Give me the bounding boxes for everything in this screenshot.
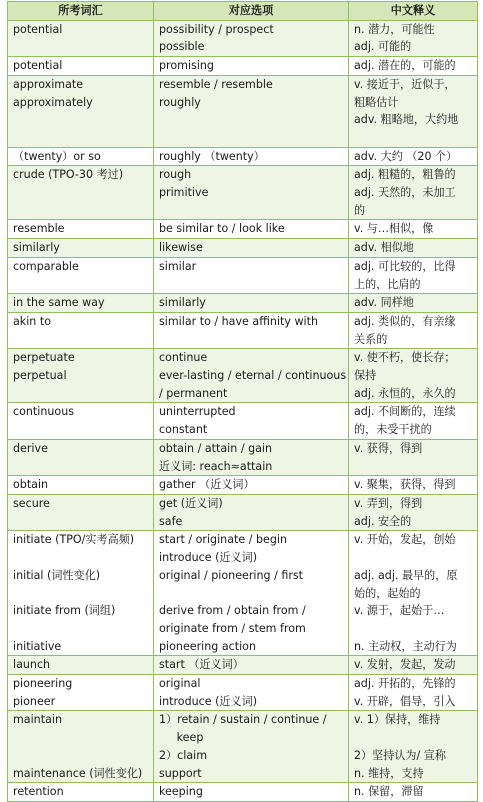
- word-cell: [8, 711, 154, 783]
- word-line: [13, 458, 153, 476]
- option-cell: [154, 656, 349, 675]
- table-row: [8, 403, 478, 439]
- word-line: [13, 729, 153, 747]
- option-cell: [154, 531, 349, 656]
- option-cell: [154, 166, 349, 220]
- meaning-cell: [349, 57, 478, 76]
- meaning-cell: [349, 239, 478, 258]
- word-line: initial (词性变化): [13, 568, 101, 582]
- meaning-line: 粗略估计: [354, 95, 399, 109]
- table-row: [8, 675, 478, 711]
- meaning-line: v. 聚集，获得，得到: [354, 478, 456, 492]
- table-row: [8, 57, 478, 76]
- option-cell: [154, 220, 349, 239]
- option-line: support: [159, 766, 202, 780]
- option-line: constant: [159, 423, 208, 437]
- meaning-cell: [349, 675, 478, 711]
- option-cell: [154, 57, 349, 76]
- word-line: similarly: [13, 241, 60, 255]
- table-row: [8, 147, 478, 166]
- option-line: be similar to / look like: [159, 222, 285, 236]
- option-line: keeping: [159, 785, 203, 799]
- word-cell: [8, 439, 154, 475]
- word-line: [13, 549, 153, 567]
- option-line: gather （近义词）: [159, 478, 255, 492]
- option-line: rough: [159, 168, 192, 182]
- word-line: potential: [13, 59, 63, 73]
- meaning-line: adj. 天然的，未加工: [354, 186, 456, 200]
- option-cell: [154, 349, 349, 403]
- option-line: / permanent: [159, 386, 228, 400]
- option-line: [159, 111, 348, 129]
- word-cell: [8, 476, 154, 495]
- word-line: [13, 276, 153, 294]
- meaning-cell: [349, 147, 478, 166]
- table-row: [8, 239, 478, 258]
- meaning-line: v. 开辟，倡导，引入: [354, 694, 456, 708]
- option-line: derive from / obtain from /: [159, 604, 306, 618]
- word-line: [13, 620, 153, 638]
- meaning-line: v. 弄到，得到: [354, 496, 423, 510]
- option-line: start / originate / begin: [159, 533, 288, 547]
- table-row: [8, 220, 478, 239]
- word-cell: [8, 20, 154, 56]
- meaning-line: v. 接近于，近似于，: [354, 77, 456, 91]
- meaning-line: [354, 129, 477, 147]
- option-line: possible: [159, 40, 205, 54]
- option-cell: [154, 439, 349, 475]
- word-line: initiate from (词组): [13, 604, 116, 618]
- vocabulary-table: [7, 1, 478, 802]
- option-line: [159, 202, 348, 220]
- meaning-line: 关系的: [354, 332, 388, 346]
- word-line: obtain: [13, 478, 49, 492]
- meaning-line: adv. 大约 （20 个）: [354, 149, 458, 163]
- word-line: [13, 513, 153, 531]
- word-line: derive: [13, 441, 48, 455]
- word-cell: [8, 656, 154, 675]
- word-cell: [8, 494, 154, 530]
- table-row: [8, 494, 478, 530]
- word-line: approximately: [13, 95, 93, 109]
- word-line: potential: [13, 22, 63, 36]
- option-line: 1）retain / sustain / continue /: [159, 713, 327, 727]
- word-line: maintain: [13, 713, 62, 727]
- option-line: primitive: [159, 186, 209, 200]
- header-meaning: 中文释义: [349, 2, 478, 21]
- word-cell: [8, 147, 154, 166]
- table-row: [8, 349, 478, 403]
- option-line: get (近义词): [159, 496, 223, 510]
- word-line: resemble: [13, 222, 65, 236]
- meaning-line: 保持: [354, 369, 377, 383]
- table-row: [8, 656, 478, 675]
- word-cell: [8, 239, 154, 258]
- word-line: [13, 38, 153, 56]
- option-line: uninterrupted: [159, 405, 236, 419]
- meaning-line: v. 发射，发起，发动: [354, 658, 456, 672]
- word-line: crude (TPO-30 考过): [13, 168, 124, 182]
- option-line: 2）claim: [159, 748, 208, 762]
- meaning-cell: [349, 294, 478, 313]
- table-row: [8, 20, 478, 56]
- meaning-cell: [349, 349, 478, 403]
- option-cell: [154, 257, 349, 293]
- option-line: [159, 129, 348, 147]
- meaning-line: 上的，比肩的: [354, 277, 421, 291]
- option-line: promising: [159, 59, 214, 73]
- word-cell: [8, 675, 154, 711]
- table-row: [8, 312, 478, 348]
- word-line: [13, 184, 153, 202]
- table-row: [8, 711, 478, 783]
- option-line: originate from / stem from: [159, 621, 306, 635]
- meaning-cell: [349, 439, 478, 475]
- word-line: comparable: [13, 259, 79, 273]
- word-cell: [8, 257, 154, 293]
- option-line: resemble / resemble: [159, 77, 273, 91]
- meaning-cell: [349, 783, 478, 802]
- option-cell: [154, 403, 349, 439]
- header-options: 对应选项: [154, 2, 349, 21]
- option-cell: [154, 675, 349, 711]
- meaning-cell: [349, 656, 478, 675]
- meaning-line: n. 主动权，主动行为: [354, 639, 457, 653]
- meaning-cell: [349, 166, 478, 220]
- meaning-line: v. 获得，得到: [354, 441, 423, 455]
- option-line: safe: [159, 514, 183, 528]
- word-line: pioneering: [13, 677, 73, 691]
- meaning-line: v. 开始，发起，创始: [354, 533, 456, 547]
- option-cell: [154, 312, 349, 348]
- word-line: retention: [13, 785, 64, 799]
- meaning-line: adv. 相似地: [354, 241, 414, 255]
- option-line: introduce (近义词): [159, 694, 258, 708]
- meaning-line: adj. 永恒的，永久的: [354, 386, 456, 400]
- meaning-cell: [349, 75, 478, 147]
- option-line: [159, 585, 348, 603]
- option-line: start （近义词）: [159, 658, 244, 672]
- meaning-cell: [349, 476, 478, 495]
- option-line: [159, 331, 348, 349]
- option-line: similar to / have affinity with: [159, 314, 319, 328]
- word-line: maintenance (词性变化): [13, 766, 143, 780]
- meaning-line: [354, 549, 477, 567]
- option-line: introduce (近义词): [159, 551, 258, 565]
- meaning-line: v. 使不朽，使长存；: [354, 351, 456, 365]
- meaning-cell: [349, 711, 478, 783]
- meaning-line: [354, 620, 477, 638]
- table-row: [8, 783, 478, 802]
- meaning-line: adj. 不间断的，连续: [354, 405, 456, 419]
- word-cell: [8, 57, 154, 76]
- word-line: continuous: [13, 405, 75, 419]
- option-cell: [154, 711, 349, 783]
- option-line: 近义词: reach≈attain: [159, 459, 273, 473]
- meaning-cell: [349, 494, 478, 530]
- word-line: approximate: [13, 77, 84, 91]
- meaning-line: v. 1）保持，维持: [354, 713, 441, 727]
- meaning-line: 的: [354, 203, 366, 217]
- header-word: 所考词汇: [8, 2, 154, 21]
- word-cell: [8, 783, 154, 802]
- option-cell: [154, 476, 349, 495]
- option-line: original: [159, 677, 201, 691]
- meaning-line: adj. 类似的，有亲缘: [354, 314, 456, 328]
- option-line: obtain / attain / gain: [159, 441, 273, 455]
- meaning-line: adj. 潜在的，可能的: [354, 59, 456, 73]
- word-cell: [8, 312, 154, 348]
- table-row: [8, 294, 478, 313]
- option-line: roughly （twenty）: [159, 149, 265, 163]
- meaning-cell: [349, 531, 478, 656]
- table-row: [8, 476, 478, 495]
- word-cell: [8, 75, 154, 147]
- meaning-line: n. 潜力，可能性: [354, 22, 435, 36]
- meaning-cell: [349, 20, 478, 56]
- table-row: [8, 257, 478, 293]
- option-cell: [154, 20, 349, 56]
- meaning-line: adj. 可比较的，比得: [354, 259, 456, 273]
- table-row: [8, 75, 478, 147]
- option-line: ever-lasting / eternal / continuous: [159, 369, 347, 383]
- meaning-line: n. 维持，支持: [354, 766, 424, 780]
- meaning-line: 2）坚持认为/ 宣称: [354, 748, 446, 762]
- option-line: [159, 276, 348, 294]
- option-line: continue: [159, 351, 208, 365]
- header-row: [8, 2, 478, 21]
- option-line: keep: [159, 731, 204, 745]
- meaning-cell: [349, 220, 478, 239]
- word-line: akin to: [13, 314, 51, 328]
- meaning-cell: [349, 257, 478, 293]
- word-cell: [8, 349, 154, 403]
- word-line: [13, 202, 153, 220]
- word-line: [13, 385, 153, 403]
- word-line: [13, 129, 153, 147]
- word-line: [13, 747, 153, 765]
- option-cell: [154, 294, 349, 313]
- word-line: pioneer: [13, 694, 56, 708]
- meaning-line: n. 保留，滞留: [354, 785, 424, 799]
- meaning-line: [354, 729, 477, 747]
- word-line: [13, 111, 153, 129]
- option-line: roughly: [159, 95, 201, 109]
- word-line: [13, 331, 153, 349]
- table-row: [8, 531, 478, 656]
- meaning-line: [354, 458, 477, 476]
- option-line: similarly: [159, 296, 206, 310]
- word-line: secure: [13, 496, 50, 510]
- table-row: [8, 166, 478, 220]
- option-cell: [154, 494, 349, 530]
- option-line: similar: [159, 259, 197, 273]
- option-line: pioneering action: [159, 639, 256, 653]
- meaning-line: v. 与…相似，像: [354, 222, 434, 236]
- word-line: （twenty）or so: [13, 149, 101, 163]
- word-cell: [8, 403, 154, 439]
- meaning-line: adj. 开拓的，先锋的: [354, 677, 456, 691]
- word-line: launch: [13, 658, 51, 672]
- meaning-line: 始的，起始的: [354, 586, 421, 600]
- meaning-line: adv. 同样地: [354, 296, 414, 310]
- option-cell: [154, 783, 349, 802]
- word-line: [13, 421, 153, 439]
- meaning-line: 的，未受干扰的: [354, 423, 432, 437]
- word-line: initiate (TPO/实考高频): [13, 533, 135, 547]
- option-line: likewise: [159, 241, 203, 255]
- word-cell: [8, 220, 154, 239]
- meaning-line: v. 源于，起始于…: [354, 604, 445, 618]
- meaning-line: adv. 粗略地，大约地: [354, 113, 459, 127]
- meaning-line: adj. 可能的: [354, 40, 412, 54]
- word-line: perpetual: [13, 369, 67, 383]
- word-cell: [8, 531, 154, 656]
- meaning-cell: [349, 312, 478, 348]
- meaning-line: adj. adj. 最早的，原: [354, 568, 458, 582]
- word-cell: [8, 166, 154, 220]
- table-row: [8, 439, 478, 475]
- meaning-line: adj. 粗糙的，粗鲁的: [354, 168, 456, 182]
- word-cell: [8, 294, 154, 313]
- option-cell: [154, 147, 349, 166]
- meaning-cell: [349, 403, 478, 439]
- option-cell: [154, 239, 349, 258]
- meaning-line: adj. 安全的: [354, 514, 412, 528]
- word-line: initiative: [13, 639, 62, 653]
- word-line: in the same way: [13, 296, 105, 310]
- option-line: possibility / prospect: [159, 22, 274, 36]
- option-cell: [154, 75, 349, 147]
- word-line: [13, 585, 153, 603]
- table-body: [8, 20, 478, 801]
- option-line: original / pioneering / first: [159, 568, 304, 582]
- word-line: perpetuate: [13, 351, 75, 365]
